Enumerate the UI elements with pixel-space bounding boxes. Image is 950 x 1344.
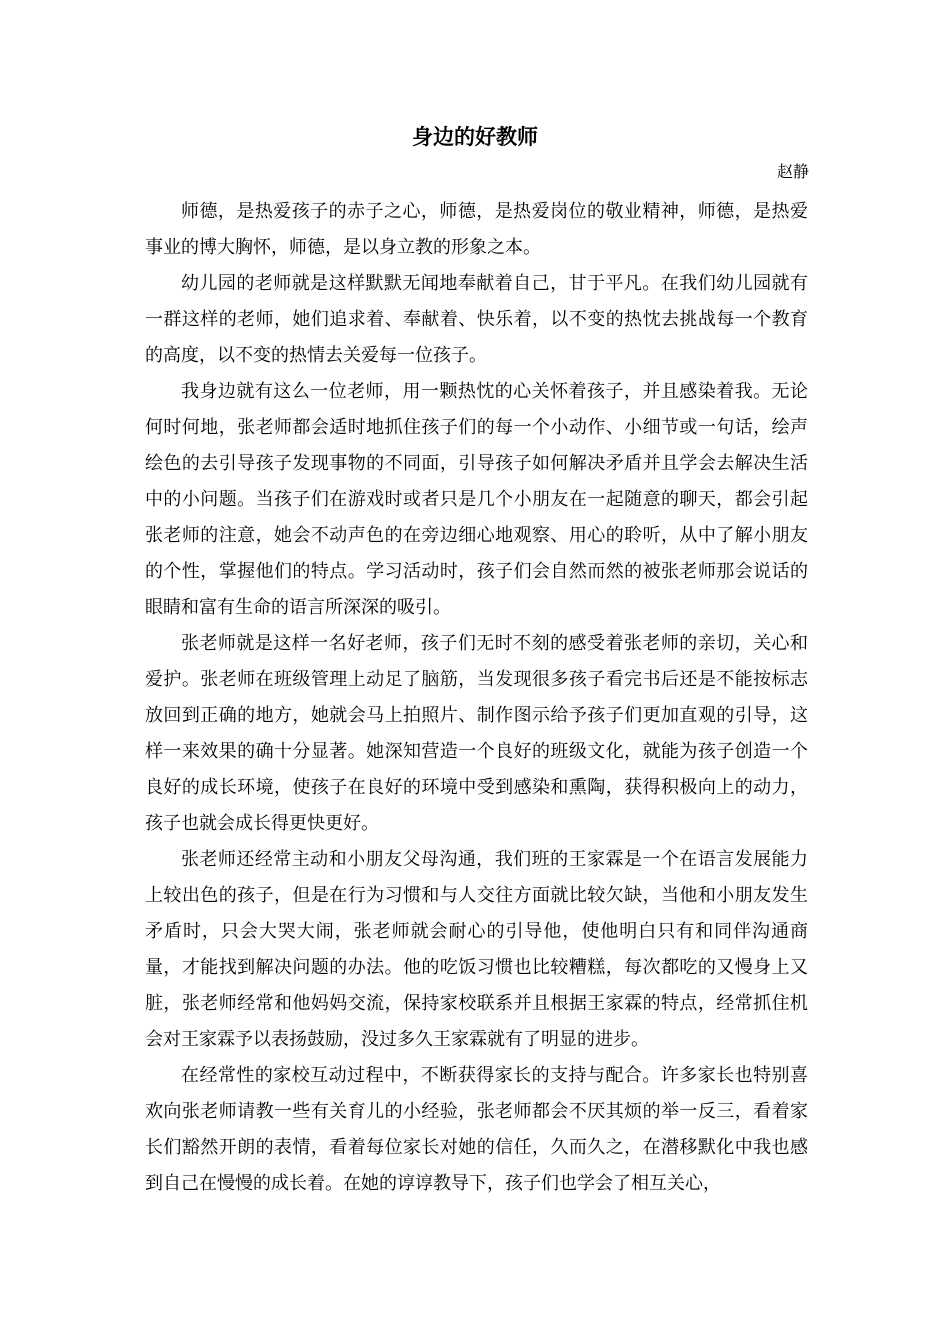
paragraph: 幼儿园的老师就是这样默默无闻地奉献着自己，甘于平凡。在我们幼儿园就有一群这样的老师，她们追求着、奉献着、快乐着，以不变的热忱去挑战每一个教育的高度，以不变的热情去关爱每一位孩子。 [145, 273, 808, 366]
paragraph: 在经常性的家校互动过程中，不断获得家长的支持与配合。许多家长也特别喜欢向张老师请教一些有关育儿的小经验，张老师都会不厌其烦的举一反三，看着家长们豁然开朗的表情，看着每位家长对她的信任，久而久之，在潜移默化中我也感到自己在慢慢的成长着。在她的谆谆教导下，孩子们也学会了相互关心， [145, 1065, 808, 1194]
author-name: 赵静 [776, 162, 809, 181]
paragraph: 我身边就有这么一位老师，用一颗热忱的心关怀着孩子，并且感染着我。无论何时何地，张老师都会适时地抓住孩子们的每一个小动作、小细节或一句话，绘声绘色的去引导孩子发现事物的不同面，引导孩子如何解决矛盾并且学会去解决生活中的小问题。当孩子们在游戏时或者只是几个小朋友在一起随意的聊天，都会引起张老师的注意，她会不动声色的在旁边细心地观察、用心的聆听，从中了解小朋友的个性，掌握他们的特点。学习活动时，孩子们会自然而然的被张老师那会说话的眼睛和富有生命的语言所深深的吸引。 [145, 381, 808, 618]
document-body [145, 194, 808, 1202]
document-title: 身边的好教师 [412, 125, 538, 149]
paragraph: 张老师还经常主动和小朋友父母沟通，我们班的王家霖是一个在语言发展能力上较出色的孩子，但是在行为习惯和与人交往方面就比较欠缺，当他和小朋友发生矛盾时，只会大哭大闹，张老师就会耐心的引导他，使他明白只有和同伴沟通商量，才能找到解决问题的办法。他的吃饭习惯也比较糟糕，每次都吃的又慢身上又脏，张老师经常和他妈妈交流，保持家校联系并且根据王家霖的特点，经常抓住机会对王家霖予以表扬鼓励，没过多久王家霖就有了明显的进步。 [145, 849, 808, 1050]
paragraph: 师德，是热爱孩子的赤子之心，师德，是热爱岗位的敬业精神，师德，是热爱事业的博大胸怀，师德，是以身立教的形象之本。 [145, 201, 808, 258]
paragraph: 张老师就是这样一名好老师，孩子们无时不刻的感受着张老师的亲切，关心和爱护。张老师在班级管理上动足了脑筋，当发现很多孩子看完书后还是不能按标志放回到正确的地方，她就会马上拍照片、制作图示给予孩子们更加直观的引导，这样一来效果的确十分显著。她深知营造一个良好的班级文化，就能为孩子创造一个良好的成长环境，使孩子在良好的环境中受到感染和熏陶，获得积极向上的动力，孩子也就会成长得更快更好。 [145, 633, 808, 834]
